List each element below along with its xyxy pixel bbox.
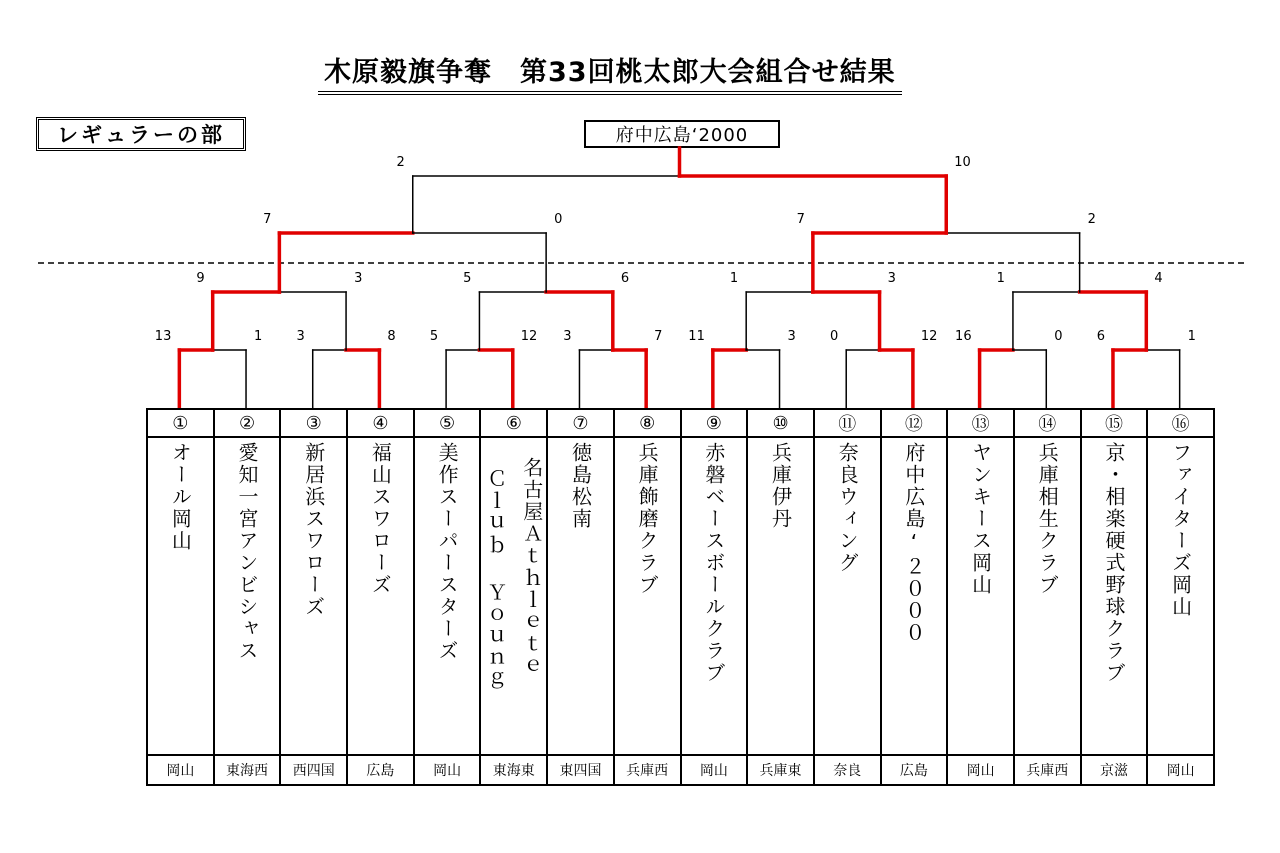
page-title: 木原毅旗争奪 第33回桃太郎大会組合せ結果 (318, 56, 902, 95)
team-name: 京・相楽硬式野球クラブ (1101, 442, 1126, 684)
team-region: 兵庫西 (1014, 755, 1081, 785)
team-region: 京滋 (1081, 755, 1148, 785)
match-score: 12 (520, 329, 538, 344)
match-score: 0 (1054, 329, 1063, 344)
team-name: 兵庫飾磨クラブ (635, 442, 660, 596)
team-region: 奈良 (814, 755, 881, 785)
team-name: 赤磐ベースボールクラブ (701, 442, 726, 684)
team-region: 広島 (347, 755, 414, 785)
team-name-cell (947, 437, 1014, 755)
team-region: 兵庫西 (614, 755, 681, 785)
match-score: 0 (829, 329, 839, 344)
team-number: ⑦ (547, 409, 614, 437)
match-score: 3 (787, 329, 796, 344)
team-name-cell (414, 437, 481, 755)
team-name-cell (814, 437, 881, 755)
match-score: 7 (263, 212, 272, 227)
team-number: ⑯ (1147, 409, 1214, 437)
team-name-cell (1014, 437, 1081, 755)
team-name: ファイターズ岡山 (1168, 442, 1193, 618)
match-score: 1 (1187, 329, 1196, 344)
team-name-row (147, 437, 1214, 755)
division-label: レギュラーの部 (36, 117, 246, 151)
team-region: 東四国 (547, 755, 614, 785)
team-name-cell (1081, 437, 1148, 755)
team-name: ヤンキース岡山 (968, 442, 993, 596)
team-number: ⑩ (747, 409, 814, 437)
match-score: 2 (396, 155, 405, 170)
team-number: ③ (280, 409, 347, 437)
team-region: 兵庫東 (747, 755, 814, 785)
team-number: ⑧ (614, 409, 681, 437)
match-score: 1 (254, 329, 263, 344)
match-score: 10 (954, 155, 971, 170)
match-score: 11 (688, 329, 705, 344)
team-region-row (147, 755, 1214, 785)
team-number: ⑭ (1014, 409, 1081, 437)
match-score: 6 (620, 271, 630, 286)
match-score: 1 (996, 271, 1005, 286)
match-score: 3 (354, 271, 363, 286)
team-region: 岡山 (1147, 755, 1214, 785)
team-table (146, 408, 1215, 786)
team-name-cell (214, 437, 281, 755)
team-region: 岡山 (947, 755, 1014, 785)
champion-box: 府中広島‘2000 (584, 120, 780, 148)
team-name-cell (747, 437, 814, 755)
match-score: 7 (796, 212, 805, 227)
team-region: 岡山 (414, 755, 481, 785)
match-score: 5 (429, 329, 439, 344)
team-name: 愛知一宮アンビシャス (235, 442, 260, 662)
bracket-lines (179, 148, 1179, 408)
team-number-row (147, 409, 1214, 437)
match-score: 1 (729, 271, 739, 286)
team-name-cell (1147, 437, 1214, 755)
team-number: ④ (347, 409, 414, 437)
match-score: 16 (955, 329, 972, 344)
match-score: 4 (1154, 271, 1163, 286)
team-name-cell (480, 437, 547, 755)
team-name: 名古屋Ａｔｈｌｅｔｅ (519, 457, 544, 677)
team-region: 西四国 (280, 755, 347, 785)
team-number: ⑮ (1081, 409, 1148, 437)
team-name: 徳島松南 (568, 442, 593, 530)
match-score: 9 (196, 271, 205, 286)
match-score: 0 (554, 212, 563, 227)
team-name-cell (280, 437, 347, 755)
team-number: ② (214, 409, 281, 437)
team-region: 広島 (881, 755, 948, 785)
match-score: 8 (387, 329, 396, 344)
team-number: ① (147, 409, 214, 437)
team-name: 府中広島‘２０００ (901, 442, 926, 644)
match-score: 5 (463, 271, 472, 286)
team-name-cell (147, 437, 214, 755)
team-region: 東海東 (480, 755, 547, 785)
team-name: 奈良ウィング (835, 442, 860, 574)
match-score: 7 (654, 329, 663, 344)
team-number: ⑪ (814, 409, 881, 437)
team-name-cell (547, 437, 614, 755)
team-number: ⑨ (681, 409, 748, 437)
team-name-cell (614, 437, 681, 755)
team-region: 岡山 (147, 755, 214, 785)
team-name: 福山スワローズ (368, 442, 393, 596)
team-number: ⑥ (480, 409, 547, 437)
bracket-scores (155, 155, 1196, 344)
team-name: 美作スーパースターズ (435, 442, 460, 662)
match-score: 13 (154, 329, 172, 344)
match-score: 6 (1096, 329, 1105, 344)
team-name: 兵庫相生クラブ (1035, 442, 1060, 596)
team-name: オール岡山 (168, 442, 193, 552)
team-region: 東海西 (214, 755, 281, 785)
match-score: 3 (296, 329, 305, 344)
match-score: 12 (920, 329, 938, 344)
match-score: 3 (563, 329, 572, 344)
team-region: 岡山 (681, 755, 748, 785)
team-number: ⑤ (414, 409, 481, 437)
team-name-cell (347, 437, 414, 755)
team-name-cell (881, 437, 948, 755)
team-name-line2: Ｃｌｕｂ Ｙｏｕｎｇ (483, 468, 508, 692)
team-name: 兵庫伊丹 (768, 442, 793, 530)
team-number: ⑫ (881, 409, 948, 437)
team-name: 新居浜スワローズ (301, 442, 326, 618)
match-score: 2 (1087, 212, 1096, 227)
team-number: ⑬ (947, 409, 1014, 437)
match-score: 3 (887, 271, 896, 286)
team-name-cell (681, 437, 748, 755)
